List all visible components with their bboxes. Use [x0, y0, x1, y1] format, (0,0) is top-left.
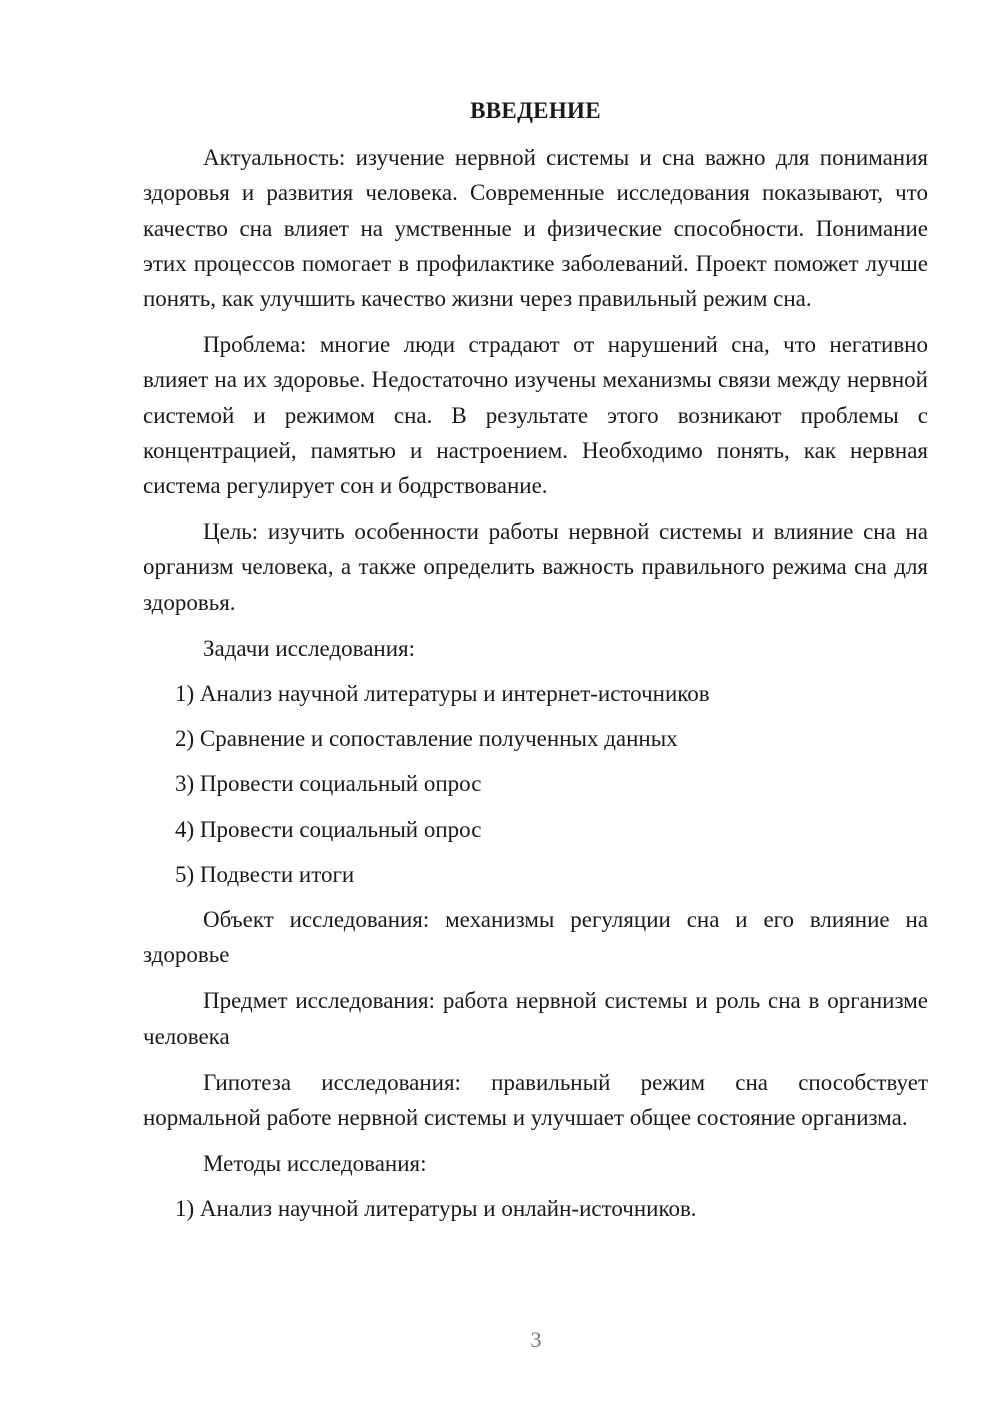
task-item: 3) Провести социальный опрос: [175, 771, 482, 797]
page-content: [143, 93, 928, 1237]
methods-list: [143, 1191, 928, 1226]
tasks-list: [143, 676, 928, 892]
paragraph-hypothesis: Гипотеза исследования: правильный режим сна способствует нормальной работе нервной системы и улучшает общее состояние организма.: [143, 1069, 928, 1131]
paragraph-relevance: Актуальность: изучение нервной системы и сна важно для понимания здоровья и развития человека. Современные исследования показывают, что качество сна влияет на умственные и физические способности. Понимание этих процессов помогает в профилактике заболеваний. Проект поможет лучше понять, как улучшить качество жизни через правильный режим сна.: [143, 145, 928, 312]
task-item: 1) Анализ научной литературы и интернет-источников: [175, 681, 710, 707]
task-item: 2) Сравнение и сопоставление полученных данных: [175, 726, 678, 752]
paragraph-object: Объект исследования: механизмы регуляции сна и его влияние на здоровье: [143, 907, 928, 968]
page-number: 3: [530, 1327, 542, 1352]
task-item: 4) Провести социальный опрос: [175, 816, 482, 842]
task-item: 5) Подвести итоги: [175, 861, 355, 887]
paragraph-problem: Проблема: многие люди страдают от нарушений сна, что негативно влияет на их здоровье. Недостаточно изучены механизмы связи между нервной системой и режимом сна. В результате этого возникают проблемы с концентрацией, памятью и настроением. Необходимо понять, как нервная система регулирует сон и бодрствование.: [143, 332, 928, 499]
method-item: 1) Анализ научной литературы и онлайн-источников.: [175, 1196, 697, 1222]
tasks-label: Задачи исследования:: [203, 635, 416, 661]
paragraph-goal: Цель: изучить особенности работы нервной системы и влияние сна на организм человека, а также определить важность правильного режима сна для здоровья.: [143, 519, 928, 615]
section-heading: ВВЕДЕНИЕ: [470, 98, 601, 123]
methods-label: Методы исследования:: [203, 1151, 427, 1177]
paragraph-subject: Предмет исследования: работа нервной системы и роль сна в организме человека: [143, 988, 928, 1049]
